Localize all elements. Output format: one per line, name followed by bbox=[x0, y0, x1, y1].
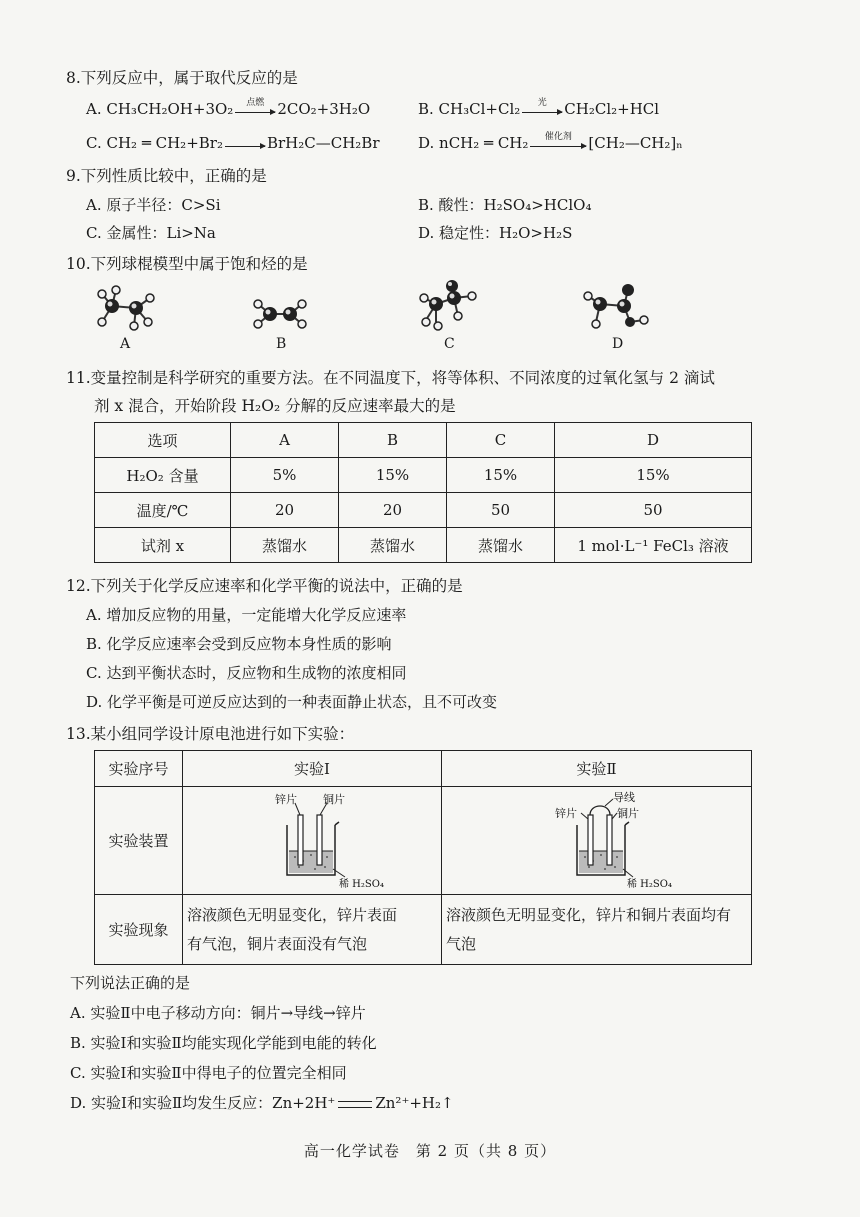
table-cell: 50 bbox=[447, 493, 555, 528]
q13-table bbox=[94, 750, 752, 965]
q8-option-c bbox=[86, 134, 380, 152]
exp1-zinc-label: 锌片 bbox=[275, 792, 297, 806]
q8-d-left: D. nCH₂ ═ CH₂ bbox=[418, 134, 529, 152]
q8-c-right: BrH₂C—CH₂Br bbox=[266, 134, 380, 152]
table-cell: A bbox=[231, 423, 339, 458]
exp2-zinc-label: 锌片 bbox=[554, 806, 577, 820]
table-row bbox=[95, 787, 752, 895]
table-cell: 15% bbox=[339, 458, 447, 493]
q8-option-a bbox=[86, 97, 371, 118]
table-cell: 实验装置 bbox=[95, 787, 183, 895]
q8-b-left: B. CH₃Cl+Cl₂ bbox=[418, 100, 521, 118]
experiment-1-apparatus-icon bbox=[187, 789, 437, 893]
table-cell bbox=[442, 787, 752, 895]
table-cell: 1 mol·L⁻¹ FeCl₃ 溶液 bbox=[555, 528, 752, 563]
q12-option-b: B. 化学反应速率会受到反应物本身性质的影响 bbox=[86, 635, 392, 653]
ball-stick-model-a-icon bbox=[92, 284, 162, 332]
q8-c-left: C. CH₂ ═ CH₂+Br₂ bbox=[86, 134, 223, 152]
q8-b-right: CH₂Cl₂+HCl bbox=[564, 100, 660, 118]
exp1-phenomenon-line1: 溶液颜色无明显变化，锌片表面 bbox=[187, 905, 398, 924]
reaction-arrow-icon bbox=[530, 131, 586, 147]
table-cell: 选项 bbox=[95, 423, 231, 458]
q13-stem: 13.某小组同学设计原电池进行如下实验： bbox=[66, 725, 355, 743]
table-cell: 5% bbox=[231, 458, 339, 493]
table-cell: C bbox=[447, 423, 555, 458]
table-cell: D bbox=[555, 423, 752, 458]
q10-stem: 10.下列球棍模型中属于饱和烃的是 bbox=[66, 255, 308, 273]
table-cell: 50 bbox=[555, 493, 752, 528]
table-cell: H₂O₂ 含量 bbox=[95, 458, 231, 493]
table-cell: 15% bbox=[447, 458, 555, 493]
table-cell: 15% bbox=[555, 458, 752, 493]
exp1-copper-label: 铜片 bbox=[323, 792, 345, 806]
q12-stem: 12.下列关于化学反应速率和化学平衡的说法中，正确的是 bbox=[66, 577, 463, 595]
table-cell: B bbox=[339, 423, 447, 458]
q9-option-c: C. 金属性：Li>Na bbox=[86, 224, 216, 242]
table-cell bbox=[183, 787, 442, 895]
table-header-cell: 实验序号 bbox=[95, 751, 183, 787]
ball-stick-model-d-icon bbox=[582, 284, 652, 332]
model-label-d: D bbox=[612, 336, 624, 352]
q11-stem-line1: 11.变量控制是科学研究的重要方法。在不同温度下，将等体积、不同浓度的过氧化氢与 2 滴试 bbox=[66, 369, 715, 387]
q8-d-right: [CH₂—CH₂]ₙ bbox=[588, 134, 683, 152]
q8-stem: 8.下列反应中，属于取代反应的是 bbox=[66, 69, 298, 87]
table-cell: 蒸馏水 bbox=[231, 528, 339, 563]
exp2-wire-label: 导线 bbox=[612, 790, 635, 804]
exp2-phenomenon-line2: 气泡 bbox=[446, 934, 477, 953]
q13-option-b: B. 实验Ⅰ和实验Ⅱ均能实现化学能到电能的转化 bbox=[70, 1034, 377, 1052]
ball-stick-model-b-icon bbox=[252, 296, 310, 332]
q9-option-d: D. 稳定性：H₂O>H₂S bbox=[418, 224, 573, 242]
table-header-cell: 实验Ⅰ bbox=[183, 751, 442, 787]
q13-option-c: C. 实验Ⅰ和实验Ⅱ中得电子的位置完全相同 bbox=[70, 1064, 347, 1082]
reaction-arrow-icon bbox=[235, 97, 275, 113]
q8-d-cond: 催化剂 bbox=[544, 131, 572, 142]
reaction-arrow-icon bbox=[225, 142, 265, 147]
table-cell bbox=[183, 895, 442, 965]
q9-option-a: A. 原子半径：C>Si bbox=[86, 196, 221, 214]
table-cell: 温度/℃ bbox=[95, 493, 231, 528]
q13-option-d bbox=[70, 1092, 454, 1113]
table-cell: 试剂 x bbox=[95, 528, 231, 563]
model-label-b: B bbox=[276, 336, 287, 352]
experiment-2-apparatus-icon bbox=[447, 789, 747, 893]
table-cell: 20 bbox=[339, 493, 447, 528]
reaction-arrow-icon bbox=[522, 97, 562, 113]
q9-stem: 9.下列性质比较中，正确的是 bbox=[66, 167, 267, 185]
q13-d-left: D. 实验Ⅰ和实验Ⅱ均发生反应：Zn+2H⁺ bbox=[70, 1094, 336, 1112]
q13-option-a: A. 实验Ⅱ中电子移动方向：铜片→导线→锌片 bbox=[70, 1004, 366, 1022]
q8-option-d bbox=[418, 131, 683, 152]
table-row bbox=[95, 423, 752, 458]
exp1-acid-label: 稀 H₂SO₄ bbox=[339, 878, 384, 890]
q13-d-right: Zn²⁺+H₂↑ bbox=[375, 1094, 454, 1112]
table-row bbox=[95, 528, 752, 563]
exp1-phenomenon-line2: 有气泡，铜片表面没有气泡 bbox=[187, 934, 368, 953]
table-cell: 蒸馏水 bbox=[339, 528, 447, 563]
q9-option-b: B. 酸性：H₂SO₄>HClO₄ bbox=[418, 196, 592, 214]
table-row bbox=[95, 493, 752, 528]
model-label-c: C bbox=[444, 336, 455, 352]
q8-a-left: A. CH₃CH₂OH+3O₂ bbox=[86, 100, 234, 118]
q8-a-right: 2CO₂+3H₂O bbox=[277, 100, 371, 118]
page-footer: 高一化学试卷 第 2 页（共 8 页） bbox=[303, 1142, 557, 1160]
q11-stem-line2: 剂 x 混合，开始阶段 H₂O₂ 分解的反应速率最大的是 bbox=[94, 397, 456, 415]
model-label-a: A bbox=[120, 336, 131, 352]
table-row bbox=[95, 458, 752, 493]
q8-b-cond: 光 bbox=[537, 97, 547, 108]
q8-option-b bbox=[418, 97, 660, 118]
q12-option-d: D. 化学平衡是可逆反应达到的一种表面静止状态，且不可改变 bbox=[86, 693, 498, 711]
q12-option-a: A. 增加反应物的用量，一定能增大化学反应速率 bbox=[86, 606, 407, 624]
q8-a-cond: 点燃 bbox=[246, 97, 265, 108]
q12-option-c: C. 达到平衡状态时，反应物和生成物的浓度相同 bbox=[86, 664, 407, 682]
table-cell: 实验现象 bbox=[95, 895, 183, 965]
equals-double-line-icon bbox=[338, 1101, 372, 1108]
table-cell: 20 bbox=[231, 493, 339, 528]
ball-stick-model-c-icon bbox=[418, 280, 480, 334]
table-row bbox=[95, 751, 752, 787]
q13-substem: 下列说法正确的是 bbox=[70, 974, 191, 992]
exp2-phenomenon-line1: 溶液颜色无明显变化，锌片和铜片表面均有 bbox=[446, 905, 732, 924]
q11-table bbox=[94, 422, 752, 563]
exp2-acid-label: 稀 H₂SO₄ bbox=[626, 878, 672, 890]
table-row bbox=[95, 895, 752, 965]
table-header-cell: 实验Ⅱ bbox=[442, 751, 752, 787]
exp2-copper-label: 铜片 bbox=[616, 806, 639, 820]
table-cell bbox=[442, 895, 752, 965]
table-cell: 蒸馏水 bbox=[447, 528, 555, 563]
